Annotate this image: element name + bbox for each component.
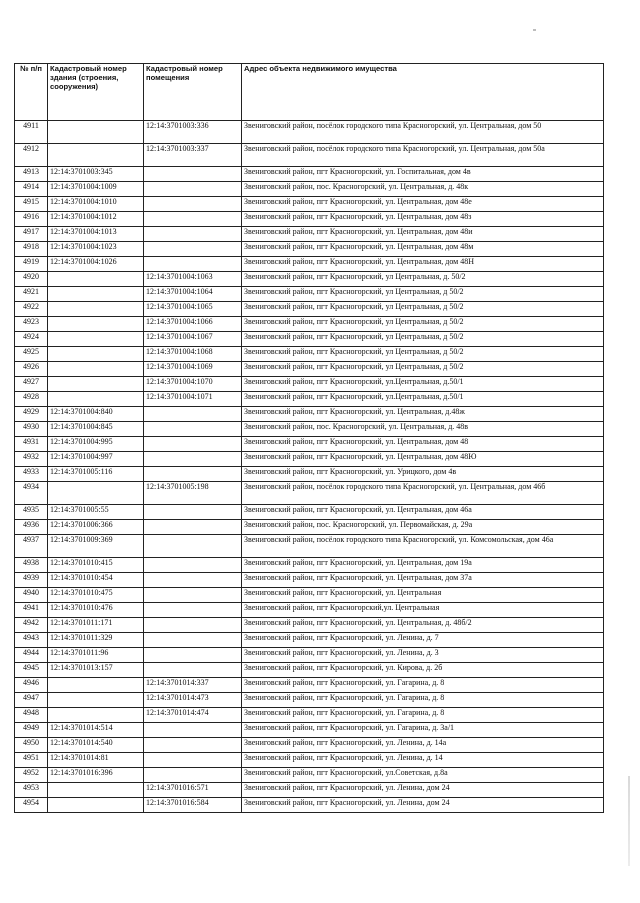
building-cadastral-cell: 12:14:3701004:1013 (48, 227, 144, 242)
building-cadastral-cell (48, 144, 144, 167)
address-cell: Звениговский район, посёлок городского типа Красногорский, ул. Центральная, дом 50а (242, 144, 604, 167)
building-cadastral-cell: 12:14:3701005:116 (48, 467, 144, 482)
scan-artifact (533, 29, 536, 31)
table-row (15, 482, 604, 505)
premises-cadastral-cell (144, 723, 242, 738)
table-row (15, 663, 604, 678)
row-number: 4924 (15, 332, 48, 347)
address-cell: Звениговский район, пгт Красногорский, ул.Центральная, д.50/1 (242, 392, 604, 407)
row-number: 4952 (15, 768, 48, 783)
premises-cadastral-cell (144, 768, 242, 783)
cadastral-register-table (14, 63, 604, 813)
premises-cadastral-cell: 12:14:3701004:1063 (144, 272, 242, 287)
building-cadastral-cell: 12:14:3701011:96 (48, 648, 144, 663)
row-number: 4940 (15, 588, 48, 603)
building-cadastral-cell: 12:14:3701010:475 (48, 588, 144, 603)
address-cell: Звениговский район, пгт Красногорский, ул.Центральная, д.50/1 (242, 377, 604, 392)
building-cadastral-cell (48, 392, 144, 407)
premises-cadastral-cell (144, 520, 242, 535)
building-cadastral-cell: 12:14:3701014:540 (48, 738, 144, 753)
row-number: 4926 (15, 362, 48, 377)
row-number: 4922 (15, 302, 48, 317)
row-number: 4949 (15, 723, 48, 738)
row-number: 4925 (15, 347, 48, 362)
address-cell: Звениговский район, пгт Красногорский, ул. Ленина, д. 14а (242, 738, 604, 753)
row-number: 4950 (15, 738, 48, 753)
building-cadastral-cell: 12:14:3701011:171 (48, 618, 144, 633)
address-cell: Звениговский район, пгт Красногорский, ул Центральная, д 50/2 (242, 332, 604, 347)
address-cell: Звениговский район, пгт Красногорский, ул.Советская, д.8а (242, 768, 604, 783)
premises-cadastral-cell (144, 588, 242, 603)
row-number: 4928 (15, 392, 48, 407)
table-row (15, 505, 604, 520)
table-row (15, 558, 604, 573)
row-number: 4936 (15, 520, 48, 535)
address-cell: Звениговский район, пгт Красногорский, ул. Центральная, д.48ж (242, 407, 604, 422)
row-number: 4919 (15, 257, 48, 272)
row-number: 4946 (15, 678, 48, 693)
table-row (15, 618, 604, 633)
row-number: 4933 (15, 467, 48, 482)
building-cadastral-cell: 12:14:3701004:1023 (48, 242, 144, 257)
building-cadastral-cell: 12:14:3701006:366 (48, 520, 144, 535)
address-cell: Звениговский район, пгт Красногорский, ул. Госпитальная, дом 4в (242, 167, 604, 182)
building-cadastral-cell: 12:14:3701010:454 (48, 573, 144, 588)
table-row (15, 708, 604, 723)
premises-cadastral-cell: 12:14:3701003:337 (144, 144, 242, 167)
address-cell: Звениговский район, пгт Красногорский, ул Центральная, д 50/2 (242, 287, 604, 302)
table-row (15, 693, 604, 708)
address-cell: Звениговский район, пгт Красногорский, ул. Центральная (242, 588, 604, 603)
premises-cadastral-cell (144, 422, 242, 437)
premises-cadastral-cell (144, 212, 242, 227)
building-cadastral-cell: 12:14:3701016:396 (48, 768, 144, 783)
premises-cadastral-cell: 12:14:3701004:1065 (144, 302, 242, 317)
table-row (15, 520, 604, 535)
address-cell: Звениговский район, пгт Красногорский, ул Центральная, д 50/2 (242, 302, 604, 317)
address-cell: Звениговский район, пгт Красногорский, ул. Кирова, д. 2б (242, 663, 604, 678)
premises-cadastral-cell (144, 648, 242, 663)
address-cell: Звениговский район, пгт Красногорский, ул. Центральная, дом 19а (242, 558, 604, 573)
address-cell: Звениговский район, пгт Красногорский, ул. Гагарина, д. 8 (242, 708, 604, 723)
header-building-cadastral: Кадастровый номер здания (строения, сооружения) (48, 64, 144, 121)
building-cadastral-cell (48, 798, 144, 813)
address-cell: Звениговский район, пгт Красногорский, ул Центральная, д 50/2 (242, 347, 604, 362)
building-cadastral-cell (48, 362, 144, 377)
table-row (15, 768, 604, 783)
address-cell: Звениговский район, пгт Красногорский, ул. Центральная, дом 48з (242, 212, 604, 227)
building-cadastral-cell: 12:14:3701013:157 (48, 663, 144, 678)
row-number: 4923 (15, 317, 48, 332)
table-row (15, 535, 604, 558)
address-cell: Звениговский район, пгт Красногорский, ул Центральная, д. 50/2 (242, 272, 604, 287)
premises-cadastral-cell: 12:14:3701004:1071 (144, 392, 242, 407)
premises-cadastral-cell: 12:14:3701014:474 (144, 708, 242, 723)
table-row (15, 798, 604, 813)
table-row (15, 588, 604, 603)
address-cell: Звениговский район, посёлок городского типа Красногорский, ул. Центральная, дом 50 (242, 121, 604, 144)
table-row (15, 633, 604, 648)
premises-cadastral-cell: 12:14:3701014:337 (144, 678, 242, 693)
table-row (15, 227, 604, 242)
building-cadastral-cell (48, 347, 144, 362)
building-cadastral-cell: 12:14:3701004:1010 (48, 197, 144, 212)
address-cell: Звениговский район, пгт Красногорский, ул. Центральная, дом 48м (242, 242, 604, 257)
address-cell: Звениговский район, посёлок городского типа Красногорский, ул. Центральная, дом 46б (242, 482, 604, 505)
address-cell: Звениговский район, пгт Красногорский, ул. Центральная, дом 46а (242, 505, 604, 520)
table-row (15, 317, 604, 332)
premises-cadastral-cell: 12:14:3701016:584 (144, 798, 242, 813)
table-row (15, 422, 604, 437)
row-number: 4934 (15, 482, 48, 505)
building-cadastral-cell: 12:14:3701004:997 (48, 452, 144, 467)
building-cadastral-cell (48, 332, 144, 347)
premises-cadastral-cell (144, 753, 242, 768)
address-cell: Звениговский район, пос. Красногорский, ул. Первомайская, д. 29а (242, 520, 604, 535)
building-cadastral-cell (48, 317, 144, 332)
building-cadastral-cell (48, 783, 144, 798)
address-cell: Звениговский район, пос. Красногорский, ул. Центральная, д. 48в (242, 422, 604, 437)
premises-cadastral-cell: 12:14:3701004:1068 (144, 347, 242, 362)
table-row (15, 121, 604, 144)
table-row (15, 392, 604, 407)
building-cadastral-cell: 12:14:3701009:369 (48, 535, 144, 558)
address-cell: Звениговский район, пгт Красногорский, ул. Центральная, дом 48е (242, 197, 604, 212)
address-cell: Звениговский район, пгт Красногорский, ул. Ленина, дом 24 (242, 783, 604, 798)
row-number: 4911 (15, 121, 48, 144)
table-row (15, 167, 604, 182)
row-number: 4943 (15, 633, 48, 648)
row-number: 4935 (15, 505, 48, 520)
building-cadastral-cell (48, 302, 144, 317)
premises-cadastral-cell: 12:14:3701003:336 (144, 121, 242, 144)
row-number: 4927 (15, 377, 48, 392)
premises-cadastral-cell (144, 167, 242, 182)
building-cadastral-cell: 12:14:3701014:81 (48, 753, 144, 768)
table-row (15, 437, 604, 452)
premises-cadastral-cell (144, 437, 242, 452)
address-cell: Звениговский район, пгт Красногорский, ул. Ленина, дом 24 (242, 798, 604, 813)
premises-cadastral-cell (144, 467, 242, 482)
building-cadastral-cell (48, 482, 144, 505)
building-cadastral-cell (48, 708, 144, 723)
premises-cadastral-cell (144, 535, 242, 558)
building-cadastral-cell (48, 287, 144, 302)
table-row (15, 783, 604, 798)
row-number: 4913 (15, 167, 48, 182)
premises-cadastral-cell (144, 197, 242, 212)
row-number: 4914 (15, 182, 48, 197)
address-cell: Звениговский район, пос. Красногорский, ул. Центральная, д. 48к (242, 182, 604, 197)
address-cell: Звениговский район, пгт Красногорский, ул. Центральная, д. 48б/2 (242, 618, 604, 633)
address-cell: Звениговский район, пгт Красногорский, ул. Центральная, дом 48 (242, 437, 604, 452)
building-cadastral-cell (48, 693, 144, 708)
premises-cadastral-cell (144, 182, 242, 197)
row-number: 4954 (15, 798, 48, 813)
row-number: 4917 (15, 227, 48, 242)
row-number: 4948 (15, 708, 48, 723)
row-number: 4932 (15, 452, 48, 467)
header-address: Адрес объекта недвижимого имущества (242, 64, 604, 121)
premises-cadastral-cell (144, 618, 242, 633)
row-number: 4937 (15, 535, 48, 558)
building-cadastral-cell: 12:14:3701004:840 (48, 407, 144, 422)
table-row (15, 678, 604, 693)
building-cadastral-cell (48, 377, 144, 392)
row-number: 4938 (15, 558, 48, 573)
premises-cadastral-cell (144, 227, 242, 242)
address-cell: Звениговский район, пгт Красногорский, ул. Центральная, дом 48Ю (242, 452, 604, 467)
row-number: 4931 (15, 437, 48, 452)
premises-cadastral-cell: 12:14:3701004:1070 (144, 377, 242, 392)
building-cadastral-cell: 12:14:3701003:345 (48, 167, 144, 182)
address-cell: Звениговский район, пгт Красногорский, ул. Центральная, дом 48и (242, 227, 604, 242)
premises-cadastral-cell: 12:14:3701004:1066 (144, 317, 242, 332)
building-cadastral-cell: 12:14:3701005:55 (48, 505, 144, 520)
building-cadastral-cell: 12:14:3701014:514 (48, 723, 144, 738)
row-number: 4921 (15, 287, 48, 302)
header-premises-cadastral: Кадастровый номер помещения (144, 64, 242, 121)
address-cell: Звениговский район, пгт Красногорский, ул. Ленина, д. 3 (242, 648, 604, 663)
row-number: 4951 (15, 753, 48, 768)
address-cell: Звениговский район, посёлок городского типа Красногорский, ул. Комсомольская, дом 46а (242, 535, 604, 558)
row-number: 4939 (15, 573, 48, 588)
address-cell: Звениговский район, пгт Красногорский, ул. Ленина, д. 14 (242, 753, 604, 768)
table-row (15, 648, 604, 663)
table-row (15, 287, 604, 302)
premises-cadastral-cell (144, 633, 242, 648)
table-row (15, 723, 604, 738)
premises-cadastral-cell (144, 242, 242, 257)
row-number: 4945 (15, 663, 48, 678)
table-row (15, 753, 604, 768)
premises-cadastral-cell (144, 452, 242, 467)
table-row (15, 362, 604, 377)
table-body (15, 121, 604, 813)
row-number: 4953 (15, 783, 48, 798)
building-cadastral-cell: 12:14:3701004:845 (48, 422, 144, 437)
premises-cadastral-cell: 12:14:3701005:198 (144, 482, 242, 505)
table-row (15, 144, 604, 167)
table-header-row (15, 64, 604, 121)
premises-cadastral-cell (144, 663, 242, 678)
building-cadastral-cell: 12:14:3701010:415 (48, 558, 144, 573)
address-cell: Звениговский район, пгт Красногорский, ул. Урицкого, дом 4в (242, 467, 604, 482)
address-cell: Звениговский район, пгт Красногорский, ул. Гагарина, д. 8 (242, 693, 604, 708)
row-number: 4916 (15, 212, 48, 227)
building-cadastral-cell: 12:14:3701011:329 (48, 633, 144, 648)
row-number: 4915 (15, 197, 48, 212)
premises-cadastral-cell (144, 257, 242, 272)
building-cadastral-cell (48, 272, 144, 287)
premises-cadastral-cell (144, 738, 242, 753)
address-cell: Звениговский район, пгт Красногорский, ул Центральная, д 50/2 (242, 317, 604, 332)
premises-cadastral-cell: 12:14:3701016:571 (144, 783, 242, 798)
row-number: 4930 (15, 422, 48, 437)
table-row (15, 257, 604, 272)
premises-cadastral-cell (144, 603, 242, 618)
table-row (15, 452, 604, 467)
row-number: 4912 (15, 144, 48, 167)
premises-cadastral-cell (144, 407, 242, 422)
row-number: 4920 (15, 272, 48, 287)
premises-cadastral-cell: 12:14:3701004:1067 (144, 332, 242, 347)
header-number: № п/п (15, 64, 48, 121)
building-cadastral-cell: 12:14:3701004:1009 (48, 182, 144, 197)
address-cell: Звениговский район, пгт Красногорский, ул. Гагарина, д. 3а/1 (242, 723, 604, 738)
table-row (15, 573, 604, 588)
table-row (15, 212, 604, 227)
premises-cadastral-cell: 12:14:3701014:473 (144, 693, 242, 708)
building-cadastral-cell: 12:14:3701010:476 (48, 603, 144, 618)
table-row (15, 467, 604, 482)
address-cell: Звениговский район, пгт Красногорский, ул. Ленина, д. 7 (242, 633, 604, 648)
address-cell: Звениговский район, пгт Красногорский, ул. Центральная, дом 48Н (242, 257, 604, 272)
row-number: 4944 (15, 648, 48, 663)
table-row (15, 182, 604, 197)
premises-cadastral-cell (144, 558, 242, 573)
building-cadastral-cell (48, 121, 144, 144)
premises-cadastral-cell (144, 505, 242, 520)
premises-cadastral-cell: 12:14:3701004:1064 (144, 287, 242, 302)
building-cadastral-cell: 12:14:3701004:1012 (48, 212, 144, 227)
address-cell: Звениговский район, пгт Красногорский, ул. Гагарина, д. 8 (242, 678, 604, 693)
row-number: 4929 (15, 407, 48, 422)
table-row (15, 272, 604, 287)
building-cadastral-cell: 12:14:3701004:995 (48, 437, 144, 452)
building-cadastral-cell: 12:14:3701004:1026 (48, 257, 144, 272)
address-cell: Звениговский район, пгт Красногорский, ул Центральная, д 50/2 (242, 362, 604, 377)
building-cadastral-cell (48, 678, 144, 693)
table-row (15, 197, 604, 212)
row-number: 4947 (15, 693, 48, 708)
address-cell: Звениговский район, пгт Красногорский,ул. Центральная (242, 603, 604, 618)
table-row (15, 347, 604, 362)
table-row (15, 377, 604, 392)
table-row (15, 332, 604, 347)
table-row (15, 407, 604, 422)
row-number: 4942 (15, 618, 48, 633)
row-number: 4941 (15, 603, 48, 618)
scan-edge-shadow (628, 776, 630, 866)
premises-cadastral-cell (144, 573, 242, 588)
table-row (15, 242, 604, 257)
table-row (15, 738, 604, 753)
table-row (15, 603, 604, 618)
table-row (15, 302, 604, 317)
row-number: 4918 (15, 242, 48, 257)
address-cell: Звениговский район, пгт Красногорский, ул. Центральная, дом 37а (242, 573, 604, 588)
premises-cadastral-cell: 12:14:3701004:1069 (144, 362, 242, 377)
